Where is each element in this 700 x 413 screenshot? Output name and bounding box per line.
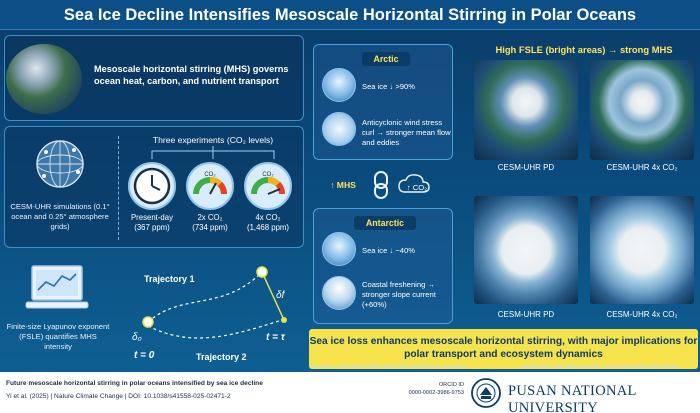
wireframe-globe-icon bbox=[34, 138, 86, 190]
reference-detail: Yi et al. (2025) | Nature Climate Change | DOI: 10.1038/s41558-025-02471-2 bbox=[6, 393, 231, 400]
map-caption-4: CESM-UHR 4x CO₂ bbox=[606, 310, 678, 319]
gauge-label: CO₂ bbox=[262, 172, 274, 178]
t0-label: t = 0 bbox=[134, 350, 155, 361]
wind-icon bbox=[322, 112, 356, 146]
trajectory-diagram bbox=[112, 252, 308, 370]
cesm-description: CESM-UHR simulations (0.1° ocean and 0.25° atmosphere grids) bbox=[10, 202, 110, 231]
mhs-link-label: ↑ MHS bbox=[330, 180, 356, 190]
co2-gauge-icon-4x bbox=[244, 162, 292, 210]
antarctic-tag: Antarctic bbox=[354, 216, 416, 230]
orcid-value[interactable]: 0000-0002-3986-9753 bbox=[408, 390, 464, 396]
map-arctic-4x bbox=[590, 60, 694, 160]
clock-icon bbox=[128, 162, 176, 210]
map-antarctic-4x bbox=[590, 196, 694, 304]
delta0-label: δ₀ bbox=[132, 332, 142, 343]
experiment-value: (1,468 ppm) bbox=[246, 223, 290, 232]
glacier-icon bbox=[322, 276, 356, 310]
map-antarctic-pd bbox=[474, 196, 578, 304]
co2-gauge-icon-2x bbox=[186, 162, 234, 210]
co2-link-label: ↑ CO₂ bbox=[406, 183, 428, 192]
experiment-value: (734 ppm) bbox=[192, 223, 228, 232]
intro-text: Mesoscale horizontal stirring (MHS) governs ocean heat, carbon, and nutrient transport bbox=[94, 64, 289, 86]
experiment-name: 4x CO₂ bbox=[255, 213, 281, 222]
gauge-label: CO₂ bbox=[204, 172, 216, 178]
arctic-globe-image bbox=[6, 44, 82, 114]
map-caption-2: CESM-UHR 4x CO₂ bbox=[606, 163, 678, 172]
poster-title: Sea Ice Decline Intensifies Mesoscale Horizontal Stirring in Polar Oceans bbox=[0, 0, 700, 30]
antarctic-coast-text: Coastal freshening → stronger slope current (+60%) bbox=[362, 280, 436, 309]
fsle-description: Finite-size Lyapunov exponent (FSLE) quantifies MHS intensity bbox=[6, 322, 110, 351]
experiment-value: (367 ppm) bbox=[134, 223, 170, 232]
map-caption-3: CESM-UHR PD bbox=[497, 310, 555, 319]
experiments-bracket bbox=[128, 146, 298, 160]
reference-title: Future mesoscale horizontal stirring in polar oceans intensified by sea ice decline bbox=[6, 380, 263, 387]
conclusion-banner: Sea ice loss enhances mesoscale horizontal stirring, with major implications for polar transport and ecosystem dynamics bbox=[309, 329, 698, 369]
experiment-name: 2x CO₂ bbox=[197, 213, 223, 222]
trajectory-2-label: Trajectory 2 bbox=[196, 352, 247, 362]
basemap-credit: Basemap credit: NASA Visible Earth (https://visibleearth.nasa.gov/) bbox=[312, 364, 466, 370]
experiment-4x bbox=[238, 213, 298, 233]
ttau-label: t = τ bbox=[266, 332, 285, 343]
laptop-icon bbox=[24, 262, 90, 314]
panel-divider bbox=[118, 136, 119, 240]
experiment-2x bbox=[180, 213, 240, 233]
trajectory-1-label: Trajectory 1 bbox=[144, 274, 195, 284]
antarctic-ice-text: Sea ice ↓ ~40% bbox=[362, 246, 415, 255]
arctic-ice-text: Sea ice ↓ >90% bbox=[362, 82, 415, 91]
ice-floe-icon bbox=[322, 68, 356, 102]
map-arctic-pd bbox=[474, 60, 578, 160]
orcid-label: ORCID ID bbox=[438, 382, 464, 388]
iceberg-icon bbox=[322, 232, 356, 266]
cesm-credit: CESM-UHR: Ultra-High-Resolution Community Earth System Model bbox=[522, 364, 679, 370]
arctic-wind-text: Anticyclonic wind stress curl → stronger mean flow and eddies bbox=[362, 118, 451, 147]
map-caption-1: CESM-UHR PD bbox=[497, 163, 555, 172]
university-seal-icon bbox=[470, 377, 502, 409]
deltaf-label: δf bbox=[276, 290, 285, 301]
experiment-name: Present-day bbox=[130, 213, 174, 222]
mhs-co2-link bbox=[313, 168, 453, 200]
experiment-present bbox=[122, 213, 182, 233]
arctic-tag: Arctic bbox=[362, 52, 410, 66]
orcid bbox=[376, 381, 464, 397]
fsle-header: High FSLE (bright areas) → strong MHS bbox=[495, 44, 673, 55]
university-name: PUSAN NATIONAL UNIVERSITY bbox=[508, 383, 637, 413]
experiments-label: Three experiments (CO₂ levels) bbox=[152, 135, 274, 145]
